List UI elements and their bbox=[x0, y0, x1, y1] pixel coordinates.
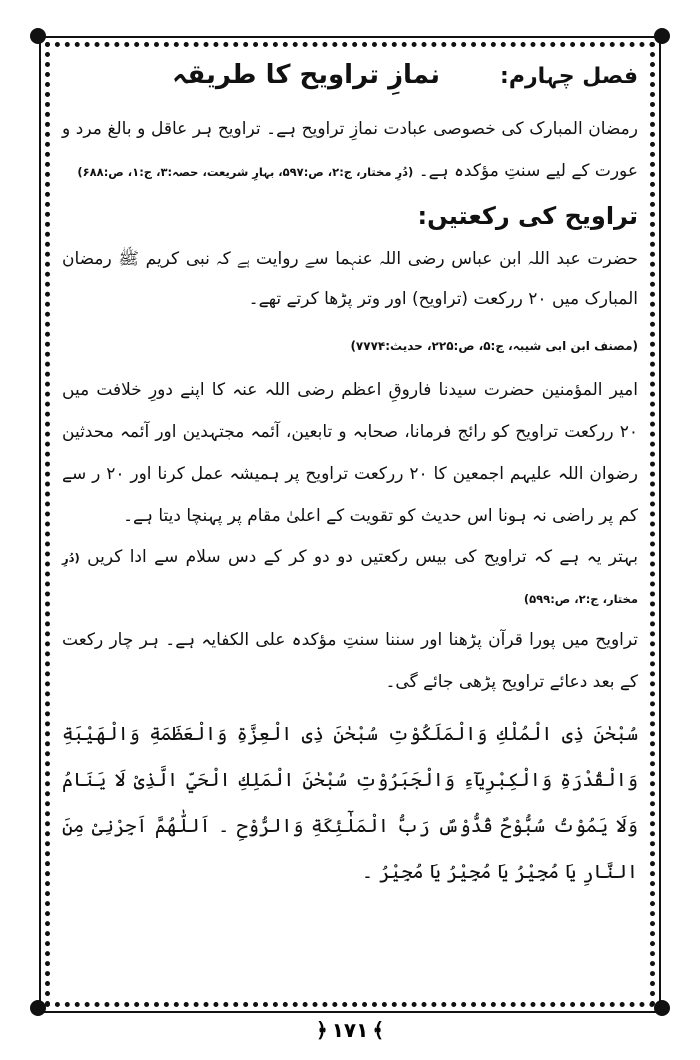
corner-ornament bbox=[654, 28, 670, 44]
quran-paragraph: تراویح میں پورا قرآن پڑھنا اور سننا سنتِ مؤکدہ علی الکفایہ ہے۔ ہر چار رکعت کے بعد دعائے تراویح پڑھی جائے گی۔ bbox=[62, 630, 638, 692]
section-heading: تراویح کی رکعتیں: bbox=[417, 202, 638, 230]
corner-ornament bbox=[30, 1000, 46, 1016]
page-number bbox=[0, 1018, 700, 1042]
hadith-reference: (مصنف ابن ابی شیبہ، ج:۵، ص:۲۲۵، حدیث:۷۷۷۴) bbox=[350, 339, 638, 353]
salam-text: بہتر یہ ہے کہ تراویح کی بیس رکعتیں دو دو کر کے دس سلام سے ادا کریں bbox=[87, 547, 639, 567]
dua-text: سُبْحٰنَ ذِی الْمُلْكِ وَالْمَلَكُوْتِ سُبْحٰنَ ذِی الْعِزَّةِ وَالْعَظَمَةِ وَالْهَيْبَةِ وَالْقُدْرَةِ وَالْكِبْرِيَآءِ وَالْجَبَرُوْتِ سُبْحٰنَ الْمَلِكِ الْحَيِّ الَّذِیْ لَا يَنَامُ وَلَا يَمُوْتُ سُبُّوْحٌ قُدُّوْسٌ رَبُّ الْمَلٰٓئِكَةِ وَالرُّوْحِ ۔ اَللّٰهُمَّ اَجِرْنِیْ مِنَ النَّارِ يَا مُجِيْرُ يَا مُجِيْرُ يَا مُجِيْرُ ۔ bbox=[62, 723, 638, 883]
bracket-left: ﴿ bbox=[315, 1018, 328, 1042]
salam-reference: (دُرِ مختار، ج:۲، ص:۵۹۹) bbox=[62, 551, 638, 606]
chapter-title: نمازِ تراویح کا طریقہ bbox=[172, 60, 441, 90]
hadith-paragraph: حضرت عبد اللہ ابن عباس رضی اللہ عنہما سے روایت ہے کہ نبی کریم ﷺ رمضان المبارک میں ۲۰ ررکعت (تراویح) اور وتر پڑھا کرتے تھے۔ bbox=[62, 249, 638, 309]
corner-ornament bbox=[30, 28, 46, 44]
intro-text: رمضان المبارک کی خصوصی عبادت نمازِ تراویح ہے۔ تراویح ہر عاقل و بالغ مرد و عورت کے لیے سنتِ مؤکدہ ہے۔ bbox=[62, 119, 638, 181]
intro-reference: (دُرِ مختار، ج:۲، ص:۵۹۷، بہارِ شریعت، حصہ:۳، ج:۱، ص:۶۸۸) bbox=[77, 165, 414, 179]
page-number-value: ۱۷۱ bbox=[331, 1018, 369, 1042]
salam-paragraph bbox=[62, 537, 638, 619]
bracket-right: ﴾ bbox=[372, 1018, 385, 1042]
page-content bbox=[62, 60, 638, 895]
umar-paragraph: امیر المؤمنین حضرت سیدنا فاروقِ اعظم رضی اللہ عنہ کا اپنے دورِ خلافت میں ۲۰ ررکعت تراویح کو رائج فرمانا، صحابہ و تابعین، آئمہ مجتہدین اور آئمہ محدثین رضوان اللہ علیہم اجمعین کا ۲۰ ررکعت تراویح پر ہمیشہ عمل کرنا اور ۲۰ ر سے کم پر راضی نہ ہونا اس حدیث کو تقویت کے اعلیٰ مقام پر پہنچا دیتا ہے۔ bbox=[62, 380, 638, 526]
chapter-label: فصل چہارم: bbox=[500, 64, 638, 89]
intro-paragraph bbox=[62, 108, 638, 193]
corner-ornament bbox=[654, 1000, 670, 1016]
chapter-heading bbox=[62, 60, 638, 108]
